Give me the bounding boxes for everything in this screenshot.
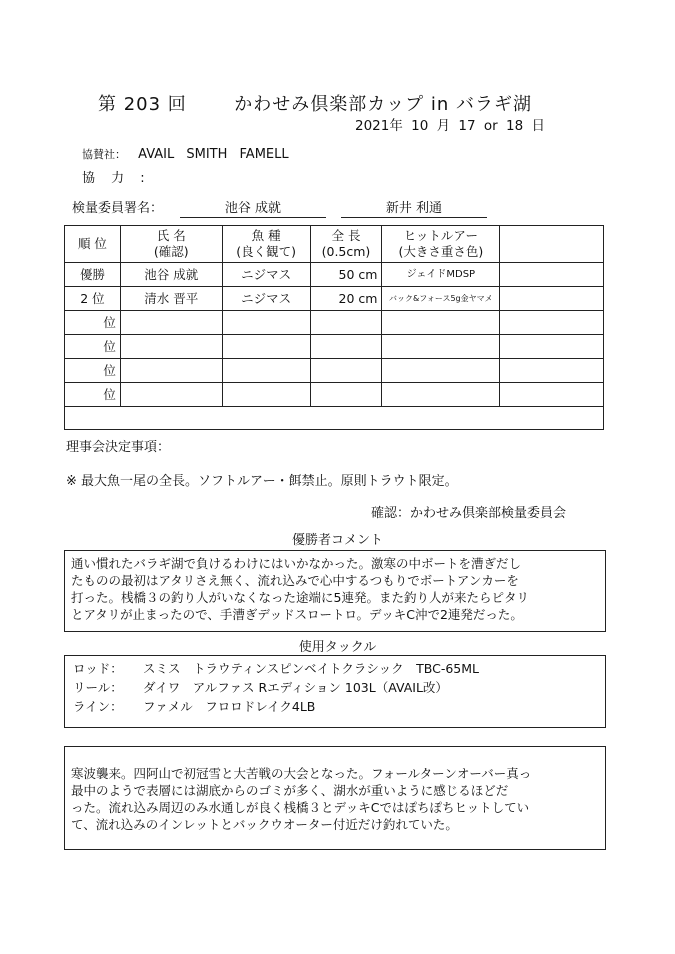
table-row	[65, 359, 604, 383]
blank-cell	[500, 311, 604, 335]
header-length: 全 長 (0.5cm)	[310, 226, 382, 263]
name-cell: 清水 晋平	[120, 287, 222, 311]
rank-cell: 位	[65, 335, 121, 359]
length-cell: 20 cm	[310, 287, 382, 311]
report-box	[64, 746, 606, 850]
tackle-value: スミス トラウティンスピンベイトクラシック TBC-65ML	[143, 661, 480, 676]
name-cell	[120, 311, 222, 335]
table-row	[65, 311, 604, 335]
species-cell	[222, 335, 310, 359]
decisions-rule: ※ 最大魚一尾の全長。ソフトルアー・餌禁止。原則トラウト限定。	[66, 474, 458, 489]
blank-cell	[500, 263, 604, 287]
header-rank: 順 位	[65, 226, 121, 263]
decisions-confirm: 確認：かわせみ倶楽部検量委員会	[371, 506, 567, 521]
decisions-label: 理事会決定事項：	[66, 440, 171, 455]
tackle-box	[64, 655, 606, 728]
tackle-key: ロッド：	[73, 661, 123, 676]
blank-cell	[500, 359, 604, 383]
blank-cell	[500, 383, 604, 407]
lure-cell	[382, 383, 500, 407]
table-row	[65, 287, 604, 311]
comment-line: とアタリが止まったので、手漕ぎデッドスロートロ。デッキC沖で2連発だった。	[71, 607, 523, 622]
table-footer-cell	[65, 407, 604, 430]
length-cell: 50 cm	[310, 263, 382, 287]
length-cell	[310, 359, 382, 383]
tackle-row-rod	[73, 660, 597, 679]
sponsor-label: 協賛社：	[82, 148, 126, 161]
event-date: 2021年 10 月 17 or 18 日	[355, 118, 545, 134]
header-species: 魚 種 (良く観て)	[222, 226, 310, 263]
cooperation-label: 協 力 :	[82, 171, 151, 186]
species-cell: ニジマス	[222, 287, 310, 311]
sponsor-line	[82, 146, 289, 162]
lure-cell	[382, 359, 500, 383]
report-line: った。流れ込み周辺のみ水通しが良く桟橋３とデッキCではぽちぽちヒットしてい	[71, 800, 530, 815]
tackle-value: ファメル フロロドレイク4LB	[143, 699, 316, 714]
name-cell	[120, 335, 222, 359]
rank-cell: 位	[65, 311, 121, 335]
name-cell	[120, 359, 222, 383]
length-cell	[310, 335, 382, 359]
inspector-signature-1: 池谷 成就	[180, 197, 326, 218]
lure-cell: バック&フォース5g金ヤマメ	[382, 287, 500, 311]
tackle-row-line	[73, 698, 597, 717]
table-row	[65, 407, 604, 430]
page-title	[98, 90, 532, 116]
report-line: て、流れ込みのインレットとバックウオーター付近だけ釣れていた。	[71, 817, 458, 832]
length-cell	[310, 383, 382, 407]
winner-comment-label: 優勝者コメント	[291, 533, 383, 548]
comment-line: たものの最初はアタリさえ無く、流れ込みで心中するつもりでボートアンカーを	[71, 573, 519, 588]
species-cell	[222, 359, 310, 383]
title-edition: 第 203 回	[98, 94, 187, 115]
sponsor-value: AVAIL SMITH FAMELL	[138, 147, 289, 162]
header-lure: ヒットルアー (大きさ重さ色)	[382, 226, 500, 263]
lure-cell	[382, 335, 500, 359]
results-table	[64, 225, 604, 430]
tackle-label: 使用タックル	[298, 640, 377, 655]
rank-cell: 2 位	[65, 287, 121, 311]
name-cell	[120, 383, 222, 407]
comment-line: 通い慣れたバラギ湖で負けるわけにはいかなかった。激寒の中ボートを漕ぎだし	[71, 556, 522, 571]
tackle-key: リール：	[73, 680, 123, 695]
rank-cell: 位	[65, 359, 121, 383]
inspectors-label: 検量委員署名：	[72, 201, 164, 216]
length-cell	[310, 311, 382, 335]
tackle-row-reel	[73, 679, 597, 698]
table-row	[65, 335, 604, 359]
tackle-value: ダイワ アルファス Rエディション 103L（AVAIL改）	[143, 680, 448, 695]
lure-cell	[382, 311, 500, 335]
table-row	[65, 263, 604, 287]
species-cell	[222, 383, 310, 407]
name-cell: 池谷 成就	[120, 263, 222, 287]
header-blank	[500, 226, 604, 263]
blank-cell	[500, 335, 604, 359]
report-line: 寒波襲来。四阿山で初冠雪と大苦戦の大会となった。フォールターンオーバー真っ	[71, 766, 532, 781]
rank-cell: 優勝	[65, 263, 121, 287]
species-cell	[222, 311, 310, 335]
table-header-row	[65, 226, 604, 263]
table-row	[65, 383, 604, 407]
species-cell: ニジマス	[222, 263, 310, 287]
lure-cell: ジェイドMDSP	[382, 263, 500, 287]
tackle-key: ライン：	[73, 699, 123, 714]
rank-cell: 位	[65, 383, 121, 407]
comment-line: 打った。桟橋３の釣り人がいなくなった途端に5連発。また釣り人が来たらピタリ	[71, 590, 529, 605]
report-line: 最中のようで表層には湖底からのゴミが多く、湖水が重いように感じるほどだ	[71, 783, 509, 798]
blank-cell	[500, 287, 604, 311]
header-name: 氏 名 (確認)	[120, 226, 222, 263]
inspector-signature-2: 新井 利通	[341, 197, 487, 218]
winner-comment-box	[64, 550, 606, 632]
title-event: かわせみ倶楽部カップ in バラギ湖	[234, 94, 532, 115]
